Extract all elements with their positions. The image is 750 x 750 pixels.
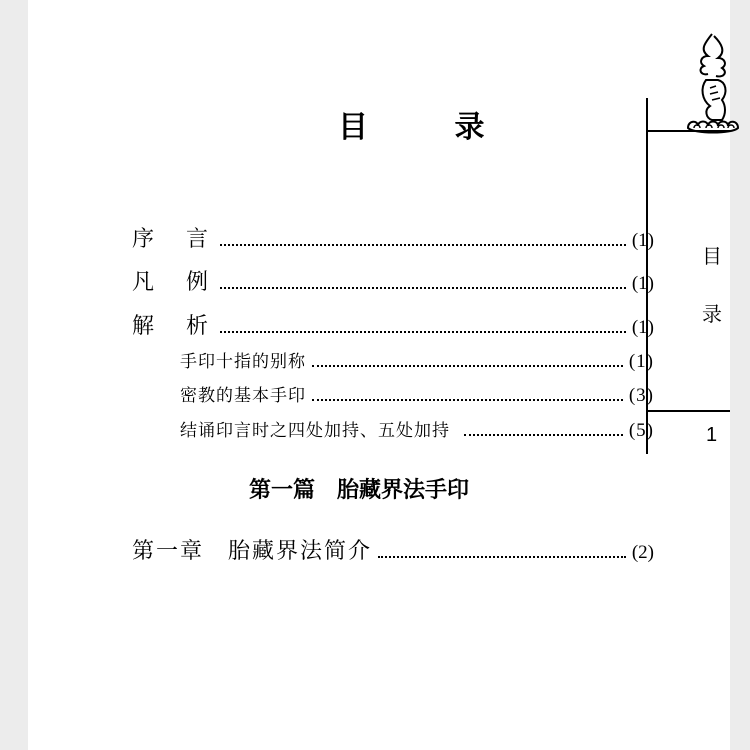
toc-leader-dots bbox=[378, 556, 626, 558]
toc-subentry[interactable] bbox=[180, 347, 654, 373]
clipped-entry-region bbox=[28, 528, 668, 564]
toc-entry-label: 第一章 胎藏界法简介 bbox=[132, 539, 373, 564]
toc-subentry[interactable] bbox=[180, 381, 654, 407]
side-title-char-1: 目 bbox=[702, 244, 722, 268]
toc-leader-dots bbox=[220, 287, 626, 289]
side-title-char-2: 录 bbox=[702, 302, 722, 326]
toc-leader-dots bbox=[464, 434, 623, 436]
toc-entry-label: 序言 bbox=[132, 227, 241, 252]
toc-subentry-page: (3) bbox=[628, 385, 654, 406]
toc-subentry-page: (1) bbox=[628, 351, 654, 372]
toc-entry[interactable] bbox=[132, 309, 654, 340]
page-number: 1 bbox=[706, 424, 718, 446]
toc-entry-page: (2) bbox=[631, 542, 654, 563]
toc-entry[interactable] bbox=[132, 534, 654, 565]
toc-subentry-label: 手印十指的别称 bbox=[180, 352, 306, 372]
toc-entry[interactable] bbox=[132, 265, 654, 296]
side-horizontal-rule-bottom bbox=[648, 410, 730, 412]
toc-subentry[interactable] bbox=[180, 416, 654, 442]
side-horizontal-rule-top bbox=[648, 130, 730, 132]
toc-entry-page: (1) bbox=[631, 273, 654, 294]
page-title: 目 录 bbox=[338, 110, 523, 145]
toc-entry-page: (1) bbox=[631, 317, 654, 338]
toc-subentry-page: (5) bbox=[628, 420, 654, 441]
toc-entry-page: (1) bbox=[631, 230, 654, 251]
toc-entry-label: 解析 bbox=[132, 314, 241, 339]
lotus-hand-ornament-icon bbox=[682, 30, 742, 136]
toc-subentry-label: 密教的基本手印 bbox=[180, 386, 306, 406]
section-heading-text: 第一篇 胎藏界法手印 bbox=[248, 478, 469, 503]
toc-leader-dots bbox=[220, 244, 626, 246]
toc-leader-dots bbox=[312, 399, 623, 401]
document-page bbox=[28, 0, 730, 750]
section-heading bbox=[28, 473, 730, 504]
toc-entry[interactable] bbox=[132, 222, 654, 253]
toc-leader-dots bbox=[220, 331, 626, 333]
toc-subentry-label: 结诵印言时之四处加持、五处加持 bbox=[180, 421, 450, 441]
toc-entry-label: 凡例 bbox=[132, 270, 241, 295]
toc-leader-dots bbox=[312, 365, 623, 367]
